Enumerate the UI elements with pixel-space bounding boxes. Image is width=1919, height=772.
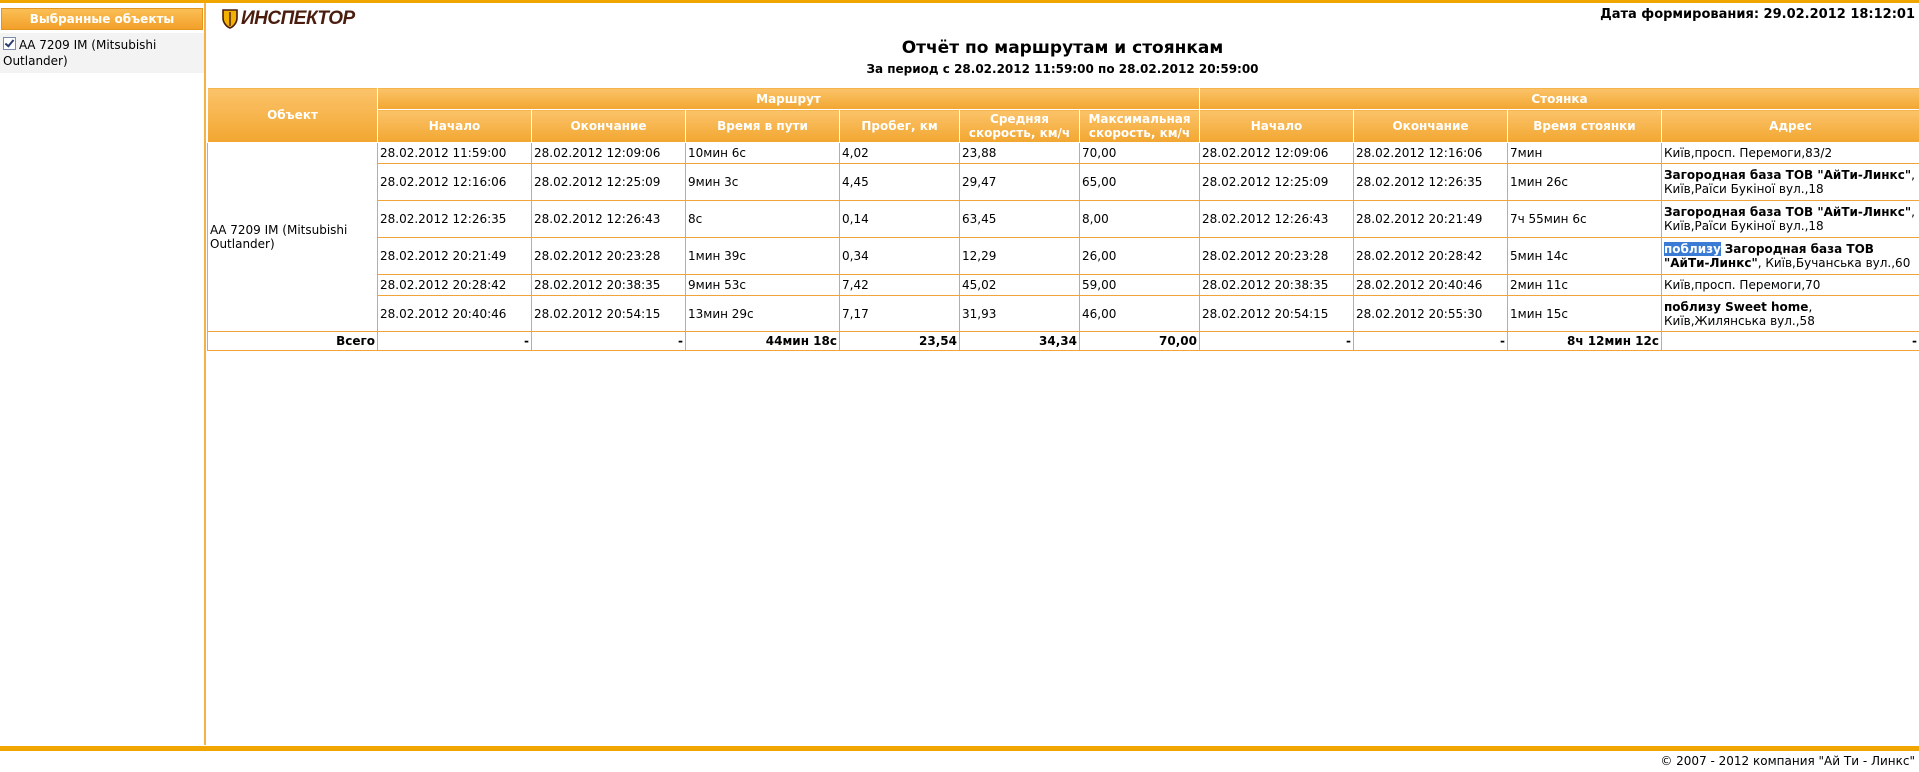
routes-stops-table bbox=[207, 87, 1919, 351]
cell-stop-end: 28.02.2012 20:55:30 bbox=[1354, 296, 1508, 332]
cell-end: 28.02.2012 20:38:35 bbox=[532, 275, 686, 296]
cell-avg: 23,88 bbox=[960, 143, 1080, 164]
cell-travel: 8с bbox=[686, 201, 840, 238]
cell-dist: 7,42 bbox=[840, 275, 960, 296]
address-place-name: Загородная база ТОВ "АйТи-Линкс" bbox=[1664, 205, 1912, 219]
report-title: Отчёт по маршрутам и стоянкам bbox=[901, 38, 1224, 58]
address-prefix-selected[interactable]: поблизу bbox=[1664, 242, 1721, 256]
table-row bbox=[208, 238, 1919, 275]
cell-stop-end: 28.02.2012 20:28:42 bbox=[1354, 238, 1508, 275]
address-text: , Київ,Раїси Букіної вул.,18 bbox=[1664, 168, 1915, 196]
top-accent-strip bbox=[0, 0, 1919, 3]
logo-text: ИНСПЕКТОР bbox=[241, 8, 355, 29]
col-stop-time: Время стоянки bbox=[1508, 110, 1662, 143]
cell-stop-end: 28.02.2012 12:16:06 bbox=[1354, 143, 1508, 164]
cell-travel: 1мин 39с bbox=[686, 238, 840, 275]
address-place-name: поблизу Sweet home bbox=[1664, 299, 1809, 314]
cell-max: 70,00 bbox=[1080, 143, 1200, 164]
cell-stop-time: 1мин 26с bbox=[1508, 164, 1662, 201]
cell-avg: 12,29 bbox=[960, 238, 1080, 275]
address-text: , Київ,Раїси Букіної вул.,18 bbox=[1664, 205, 1915, 233]
cell-avg: 63,45 bbox=[960, 201, 1080, 238]
cell-stop-start: 28.02.2012 20:38:35 bbox=[1200, 275, 1354, 296]
cell-start: 28.02.2012 20:40:46 bbox=[378, 296, 532, 332]
cell-travel: 10мин 6с bbox=[686, 143, 840, 164]
col-max-speed: Максимальная скорость, км/ч bbox=[1080, 110, 1200, 143]
cell-max: 46,00 bbox=[1080, 296, 1200, 332]
cell-end: 28.02.2012 12:26:43 bbox=[532, 201, 686, 238]
address-text: , Київ,Бучанська вул.,60 bbox=[1757, 256, 1911, 270]
cell-avg: 31,93 bbox=[960, 296, 1080, 332]
cell-dist: 4,02 bbox=[840, 143, 960, 164]
vehicle-checkbox[interactable] bbox=[3, 37, 16, 50]
cell-stop-end: 28.02.2012 12:26:35 bbox=[1354, 164, 1508, 201]
table-row bbox=[208, 296, 1919, 332]
cell-start: 28.02.2012 20:21:49 bbox=[378, 238, 532, 275]
cell-stop-end: 28.02.2012 20:21:49 bbox=[1354, 201, 1508, 238]
total-dist: 23,54 bbox=[840, 332, 960, 351]
total-stop-end: - bbox=[1354, 332, 1508, 351]
cell-stop-time: 2мин 11с bbox=[1508, 275, 1662, 296]
col-address: Адрес bbox=[1662, 110, 1919, 143]
cell-start: 28.02.2012 12:16:06 bbox=[378, 164, 532, 201]
object-name-cell: АА 7209 IM (Mitsubishi Outlander) bbox=[208, 143, 378, 332]
total-address: - bbox=[1662, 332, 1919, 351]
cell-start: 28.02.2012 20:28:42 bbox=[378, 275, 532, 296]
cell-end: 28.02.2012 20:23:28 bbox=[532, 238, 686, 275]
total-max: 70,00 bbox=[1080, 332, 1200, 351]
report-period: За период с 28.02.2012 11:59:00 по 28.02.2012 20:59:00 bbox=[866, 62, 1259, 76]
address-place-name: Загородная база ТОВ "АйТи-Линкс" bbox=[1664, 242, 1874, 270]
cell-avg: 45,02 bbox=[960, 275, 1080, 296]
cell-stop-start: 28.02.2012 20:23:28 bbox=[1200, 238, 1354, 275]
total-stop-time: 8ч 12мин 12с bbox=[1508, 332, 1662, 351]
cell-end: 28.02.2012 12:25:09 bbox=[532, 164, 686, 201]
selected-objects-sidebar bbox=[0, 3, 206, 745]
total-travel: 44мин 18с bbox=[686, 332, 840, 351]
shield-logo-icon bbox=[222, 9, 238, 29]
cell-address bbox=[1662, 164, 1919, 201]
cell-max: 8,00 bbox=[1080, 201, 1200, 238]
generation-date: Дата формирования: 29.02.2012 18:12:01 bbox=[1600, 7, 1915, 22]
table-row bbox=[208, 275, 1919, 296]
cell-avg: 29,47 bbox=[960, 164, 1080, 201]
table-row bbox=[208, 143, 1919, 164]
total-label: Всего bbox=[208, 332, 378, 351]
table-row bbox=[208, 164, 1919, 201]
cell-max: 59,00 bbox=[1080, 275, 1200, 296]
col-object: Объект bbox=[208, 88, 378, 143]
group-stop: Стоянка bbox=[1200, 88, 1919, 110]
col-stop-end: Окончание bbox=[1354, 110, 1508, 143]
cell-address bbox=[1662, 201, 1919, 238]
cell-end: 28.02.2012 12:09:06 bbox=[532, 143, 686, 164]
cell-travel: 9мин 53с bbox=[686, 275, 840, 296]
total-avg: 34,34 bbox=[960, 332, 1080, 351]
copyright: © 2007 - 2012 компания "Ай Ти - Линкс" bbox=[1660, 754, 1915, 768]
cell-travel: 9мин 3с bbox=[686, 164, 840, 201]
cell-dist: 0,34 bbox=[840, 238, 960, 275]
col-avg-speed: Средняя скорость, км/ч bbox=[960, 110, 1080, 143]
cell-stop-end: 28.02.2012 20:40:46 bbox=[1354, 275, 1508, 296]
cell-dist: 0,14 bbox=[840, 201, 960, 238]
cell-dist: 7,17 bbox=[840, 296, 960, 332]
cell-stop-time: 7мин bbox=[1508, 143, 1662, 164]
cell-stop-start: 28.02.2012 12:26:43 bbox=[1200, 201, 1354, 238]
sidebar-title: Выбранные объекты bbox=[1, 8, 203, 30]
total-start: - bbox=[378, 332, 532, 351]
total-stop-start: - bbox=[1200, 332, 1354, 351]
col-travel-time: Время в пути bbox=[686, 110, 840, 143]
cell-start: 28.02.2012 12:26:35 bbox=[378, 201, 532, 238]
cell-start: 28.02.2012 11:59:00 bbox=[378, 143, 532, 164]
address-place-name: Загородная база ТОВ "АйТи-Линкс" bbox=[1664, 168, 1912, 182]
cell-max: 26,00 bbox=[1080, 238, 1200, 275]
sidebar-item-vehicle[interactable] bbox=[3, 37, 199, 69]
address-text: , Київ,Жилянська вул.,58 bbox=[1664, 299, 1815, 328]
sidebar-item-label: АА 7209 IM (Mitsubishi Outlander) bbox=[3, 38, 157, 68]
col-route-end: Окончание bbox=[532, 110, 686, 143]
cell-stop-start: 28.02.2012 12:25:09 bbox=[1200, 164, 1354, 201]
cell-stop-start: 28.02.2012 12:09:06 bbox=[1200, 143, 1354, 164]
cell-address bbox=[1662, 275, 1919, 296]
cell-stop-start: 28.02.2012 20:54:15 bbox=[1200, 296, 1354, 332]
col-route-start: Начало bbox=[378, 110, 532, 143]
cell-address bbox=[1662, 238, 1919, 275]
col-distance: Пробег, км bbox=[840, 110, 960, 143]
cell-stop-time: 5мин 14с bbox=[1508, 238, 1662, 275]
footer-accent-line bbox=[0, 746, 1919, 751]
total-row bbox=[208, 332, 1919, 351]
table-row bbox=[208, 201, 1919, 238]
cell-stop-time: 1мин 15с bbox=[1508, 296, 1662, 332]
cell-address bbox=[1662, 143, 1919, 164]
cell-max: 65,00 bbox=[1080, 164, 1200, 201]
cell-end: 28.02.2012 20:54:15 bbox=[532, 296, 686, 332]
cell-dist: 4,45 bbox=[840, 164, 960, 201]
group-route: Маршрут bbox=[378, 88, 1200, 110]
cell-address bbox=[1662, 296, 1919, 332]
cell-stop-time: 7ч 55мин 6с bbox=[1508, 201, 1662, 238]
cell-travel: 13мин 29с bbox=[686, 296, 840, 332]
address-text: Київ,просп. Перемоги,70 bbox=[1664, 278, 1821, 292]
inspector-logo bbox=[222, 8, 355, 30]
total-end: - bbox=[532, 332, 686, 351]
address-text: Київ,просп. Перемоги,83/2 bbox=[1664, 146, 1833, 160]
col-stop-start: Начало bbox=[1200, 110, 1354, 143]
